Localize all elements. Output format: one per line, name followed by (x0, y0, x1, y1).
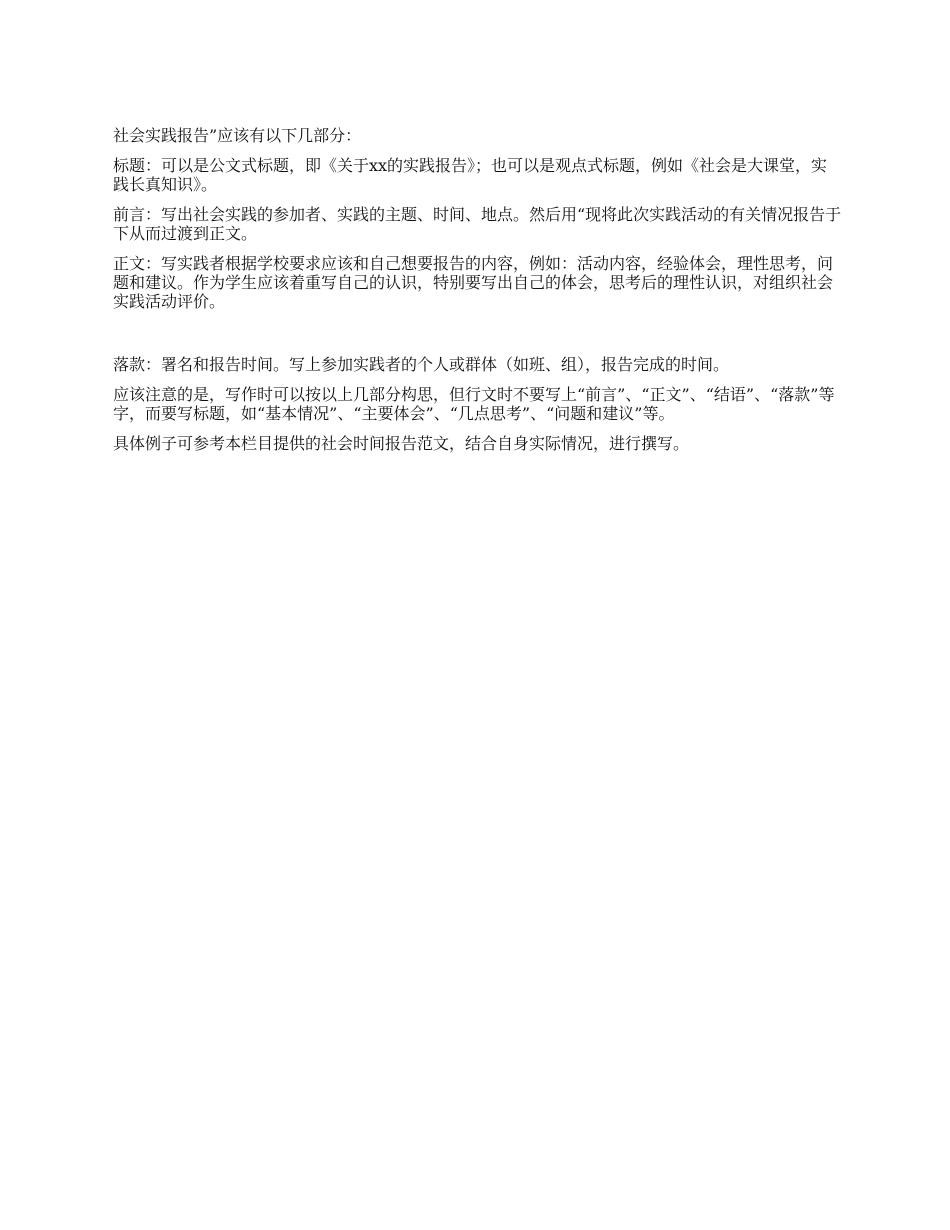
document-body (113, 126, 843, 464)
title-paragraph: 标题：可以是公文式标题，即《关于xx的实践报告》；也可以是观点式标题，例如《社会是大课堂，实践长真知识》。 (113, 156, 828, 194)
signature-paragraph: 落款：署名和报告时间。写上参加实践者的个人或群体（如班、组），报告完成的时间。 (113, 355, 730, 374)
notes-paragraph: 应该注意的是，写作时可以按以上几部分构思，但行文时不要写上“前言”、“正文”、“结语”、“落款”等字，而要写标题，如“基本情况”、“主要体会”、“几点思考”、“问题和建议”等。 (113, 385, 835, 423)
preface-paragraph: 前言：写出社会实践的参加者、实践的主题、时间、地点。然后用“现将此次实践活动的有关情况报告于下从而过渡到正文。 (113, 205, 842, 243)
intro-paragraph: 社会实践报告”应该有以下几部分： (113, 126, 362, 145)
body-paragraph: 正文：写实践者根据学校要求应该和自己想要报告的内容，例如：活动内容，经验体会，理性思考，问题和建议。作为学生应该着重写自己的认识，特别要写出自己的体会，思考后的理性认识，对组织社会实践活动评价。 (113, 254, 834, 311)
paragraph-gap (113, 322, 843, 355)
reference-paragraph: 具体例子可参考本栏目提供的社会时间报告范文，结合自身实际情况，进行撰写。 (113, 434, 690, 453)
